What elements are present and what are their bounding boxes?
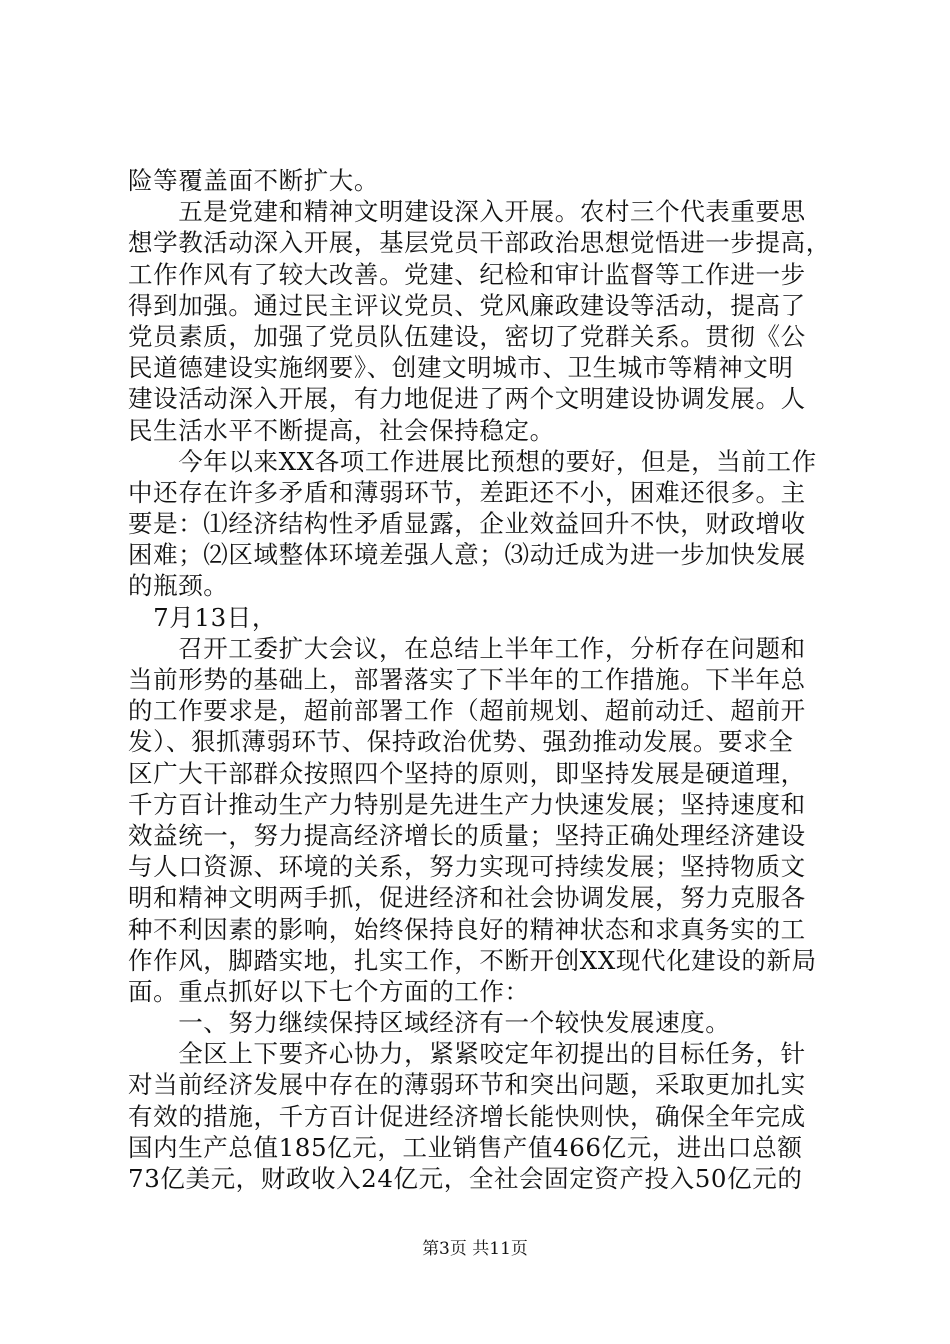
text-line: 五是党建和精神文明建设深入开展。农村三个代表重要思 (128, 197, 806, 227)
text-line: 建设活动深入开展，有力地促进了两个文明建设协调发展。人 (128, 384, 806, 414)
text-line: 一、努力继续保持区域经济有一个较快发展速度。 (128, 1008, 731, 1038)
text-line: 发）、狠抓薄弱环节、保持政治优势、强劲推动发展。要求全 (128, 727, 794, 757)
text-line: 作作风，脚踏实地，扎实工作，不断开创XX现代化建设的新局 (128, 945, 817, 975)
text-line: 的瓶颈。 (128, 571, 229, 601)
text-line: 千方百计推动生产力特别是先进生产力快速发展；坚持速度和 (128, 789, 806, 819)
text-line: 得到加强。通过民主评议党员、党风廉政建设等活动，提高了 (128, 290, 806, 320)
text-line: 要是：⑴经济结构性矛盾显露，企业效益回升不快，财政增收 (128, 509, 806, 539)
text-line: 面。重点抓好以下七个方面的工作： (128, 976, 530, 1006)
text-line: 全区上下要齐心协力，紧紧咬定年初提出的目标任务，针 (128, 1039, 806, 1069)
page-footer (0, 1238, 950, 1260)
text-line: 与人口资源、环境的关系，努力实现可持续发展；坚持物质文 (128, 852, 806, 882)
document-body (128, 165, 831, 1194)
text-line: 中还存在许多矛盾和薄弱环节，差距还不小，困难还很多。主 (128, 477, 806, 507)
text-line: 有效的措施，千方百计促进经济增长能快则快，确保全年完成 (128, 1101, 806, 1131)
text-line: 区广大干部群众按照四个坚持的原则，即坚持发展是硬道理， (128, 758, 806, 788)
text-line: 工作作风有了较大改善。党建、纪检和审计监督等工作进一步 (128, 259, 806, 289)
text-line: 明和精神文明两手抓，促进经济和社会协调发展，努力克服各 (128, 883, 806, 913)
text-line: 召开工委扩大会议，在总结上半年工作，分析存在问题和 (128, 633, 806, 663)
text-line: 想学教活动深入开展，基层党员干部政治思想觉悟进一步提高， (128, 228, 831, 258)
text-line: 对当前经济发展中存在的薄弱环节和突出问题，采取更加扎实 (128, 1070, 806, 1100)
text-line: 73亿美元，财政收入24亿元，全社会固定资产投入50亿元的 (128, 1164, 803, 1193)
text-line: 效益统一，努力提高经济增长的质量；坚持正确处理经济建设 (128, 820, 806, 850)
text-line: 民道德建设实施纲要》、创建文明城市、卫生城市等精神文明 (128, 353, 794, 383)
text-line: 国内生产总值185亿元，工业销售产值466亿元，进出口总额 (128, 1132, 803, 1162)
text-line: 困难；⑵区域整体环境差强人意；⑶动迁成为进一步加快发展 (128, 540, 806, 570)
text-line: 7月13日， (128, 602, 277, 632)
text-line: 民生活水平不断提高，社会保持稳定。 (128, 415, 555, 445)
text-line: 的工作要求是，超前部署工作（超前规划、超前动迁、超前开 (128, 696, 806, 726)
text-line: 险等覆盖面不断扩大。 (128, 166, 379, 195)
text-line: 种不利因素的影响，始终保持良好的精神状态和求真务实的工 (128, 914, 806, 944)
text-line: 今年以来XX各项工作进展比预想的要好，但是，当前工作 (128, 446, 817, 476)
text-line: 党员素质，加强了党员队伍建设，密切了党群关系。贯彻《公 (128, 321, 806, 351)
text-line: 当前形势的基础上，部署落实了下半年的工作措施。下半年总 (128, 665, 806, 694)
page-number-label: 第3页 共11页 (422, 1239, 528, 1259)
